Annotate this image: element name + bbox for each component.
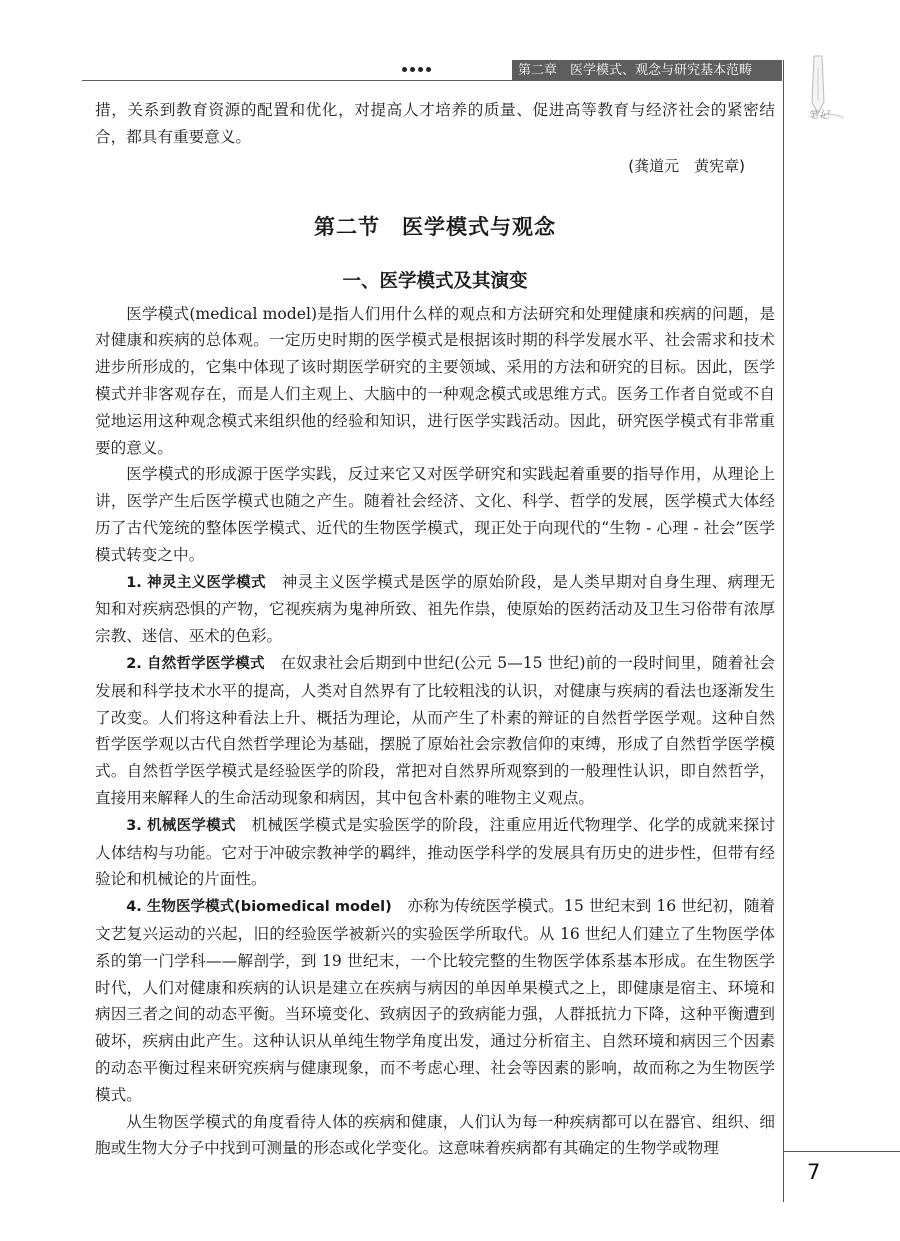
margin-divider: [783, 60, 784, 1202]
item-4-title: 4. 生物医学模式(biomedical model): [126, 899, 392, 916]
section-title: 第二节 医学模式与观念: [314, 214, 556, 239]
chapter-header: [512, 60, 782, 81]
item-4: [95, 893, 775, 1108]
page-content: [95, 97, 775, 1162]
page-number: 7: [807, 1160, 821, 1184]
subsection-title: 一、医学模式及其演变: [342, 270, 528, 292]
item-2-title: 2. 自然哲学医学模式: [126, 655, 265, 672]
item-3-text: 机械医学模式是实验医学的阶段，注重应用近代物理学、化学的成就来探讨人体结构与功能。它对于冲破宗教神学的羁绊，推动医学科学的发展具有历史的进步性，但带有经验论和机械论的片面性。: [95, 815, 775, 889]
item-1: [95, 569, 775, 650]
item-2: [95, 650, 775, 812]
paragraph-1: 医学模式(medical model)是指人们用什么样的观点和方法研究和处理健康和疾病的问题，是对健康和疾病的总体观。一定历史时期的医学模式是根据该时期的科学发展水平、社会需求和技术进步所形成的，它集中体现了该时期医学研究的主要领域、采用的方法和研究的目标。因此，医学模式并非客观存在，而是人们主观上、大脑中的一种观念模式或思维方式。医务工作者自觉或不自觉地运用这种观念模式来组织他的经验和知识，进行医学实践活动。因此，研究医学模式有非常重要的意义。: [95, 304, 775, 457]
item-3: [95, 812, 775, 893]
item-1-text: 神灵主义医学模式是医学的原始阶段，是人类早期对自身生理、病理无知和对疾病恐惧的产物，它视疾病为鬼神所致、祖先作祟，使原始的医药活动及卫生习俗带有浓厚宗教、迷信、巫术的色彩。: [95, 572, 775, 646]
paragraph-2: 医学模式的形成源于医学实践，反过来它又对医学研究和实践起着重要的指导作用，从理论上讲，医学产生后医学模式也随之产生。随着社会经济、文化、科学、哲学的发展，医学模式大体经历了古代笼统的整体医学模式、近代的生物医学模式，现正处于向现代的“生物 - 心理 - 社会”医学模式转变之中。: [95, 465, 775, 564]
closing-paragraph: 从生物医学模式的角度看待人体的疾病和健康，人们认为每一种疾病都可以在器官、组织、细胞或生物大分子中找到可测量的形态或化学变化。这意味着疾病都有其确定的生物学或物理: [95, 1112, 775, 1158]
item-1-title: 1. 神灵主义医学模式: [126, 574, 266, 591]
page-number-rule: [784, 1151, 900, 1152]
header-dots: [402, 57, 442, 65]
item-4-text: 亦称为传统医学模式。15 世纪末到 16 世纪初，随着文艺复兴运动的兴起，旧的经验医学被新兴的实验医学所取代。从 16 世纪人们建立了生物医学体系的第一门学科——解剖学，到 19 世纪末，一个比较完整的生物医学体系基本形成。在生物医学时代，人们对健康和疾病的认识是建立在疾病与病因的单因单果模式之上，即健康是宿主、环境和病因三者之间的动态平衡。当环境变化、致病因子的致病能力强，人群抵抗力下降，这种平衡遭到破坏，疾病由此产生。这种认识从单纯生物学角度出发，通过分析宿主、自然环境和病因三个因素的动态平衡过程来研究疾病与健康现象，而不考虑心理、社会等因素的影响，故而称之为生物医学模式。: [95, 897, 775, 1104]
intro-paragraph: 措，关系到教育资源的配置和优化，对提高人才培养的质量、促进高等教育与经济社会的紧密结合，都具有重要意义。: [95, 101, 775, 146]
authors: (龚道元 黄宪章): [628, 156, 745, 175]
item-2-text: 在奴隶社会后期到中世纪(公元 5—15 世纪)前的一段时间里，随着社会发展和科学技术水平的提高，人类对自然界有了比较粗浅的认识，对健康与疾病的看法也逐渐发生了改变。人们将这种看法上升、概括为理论，从而产生了朴素的辩证的自然哲学医学观。这种自然哲学医学观以古代自然哲学理论为基础，摆脱了原始社会宗教信仰的束缚，形成了自然哲学医学模式。自然哲学医学模式是经验医学的阶段，常把对自然界所观察到的一般理性认识，即自然哲学，直接用来解释人的生命活动现象和病因，其中包含朴素的唯物主义观点。: [95, 653, 775, 807]
notes-label: 笔记: [808, 110, 830, 121]
item-3-title: 3. 机械医学模式: [126, 817, 236, 834]
header-rule: [82, 80, 782, 81]
chapter-header-label: 第二章 医学模式、观念与研究基本范畴: [518, 63, 753, 78]
